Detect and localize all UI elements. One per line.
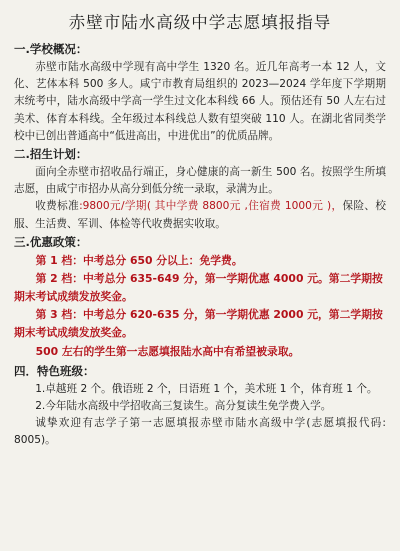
fee-other: 保险、校服、生活费、军训、体检等代收费据实收取。 <box>14 200 387 230</box>
special-class-item-1: 1.卓越班 2 个。俄语班 2 个，日语班 1 个，美术班 1 个，体育班 1 个。 <box>35 382 378 395</box>
fee-paragraph <box>14 198 386 232</box>
section-heading-enrollment: 二.招生计划： <box>14 147 88 162</box>
section-heading-special-classes: 四．特色班级： <box>14 363 95 378</box>
admission-note: 500 左右的学生第一志愿填报陆水高中有希望被录取。 <box>35 344 300 358</box>
discount-tier-2: 第 2 档：中考总分 635-649 分，第一学期优惠 4000 元。第二学期按期末考试成绩发放奖金。 <box>14 271 383 303</box>
discount-tier-1: 第 1 档：中考总分 650 分以上：免学费。 <box>35 253 243 267</box>
enrollment-paragraph: 面向全赤壁市招收品行端正，身心健康的高一新生 500 名。按照学生所填志愿，由咸宁市招办从高分到低分统一录取，录满为止。 <box>14 166 386 196</box>
special-class-item-2: 2.今年陆水高级中学招收高三复读生。高分复读生免学费入学。 <box>35 400 332 413</box>
closing-paragraph: 诚挚欢迎有志学子第一志愿填报赤壁市陆水高级中学(志愿填报代码: 8005)。 <box>14 417 386 447</box>
discount-tier-3: 第 3 档：中考总分 620-635 分，第一学期优惠 2000 元，第二学期按期末考试成绩发放奖金。 <box>14 307 383 339</box>
section-heading-discounts: 三.优惠政策： <box>14 234 88 249</box>
fee-amount: :9800元/学期( 其中学费 8800元 ,住宿费 1000元 )， <box>79 200 343 213</box>
overview-paragraph: 赤壁市陆水高级中学现有高中学生 1320 名。近几年高考一本 12 人，文化、艺体本科 500 多人。咸宁市教育局组织的 2023—2024 学年度下学期期末统考中，陆水高级中学高一学生过文化本科线 66 人。预估还有 50 人左右过美术、体育本科线。全年级过本科线总人数有望突破 110 人。在湖北省同类学校中已创出普通高中“低进高出，中进优出”的优质品牌。 <box>14 61 386 142</box>
section-heading-overview: 一.学校概况： <box>14 42 88 56</box>
document-title: 赤壁市陆水高级中学志愿填报指导 <box>68 13 332 32</box>
fee-label: 收费标准 <box>35 200 80 213</box>
